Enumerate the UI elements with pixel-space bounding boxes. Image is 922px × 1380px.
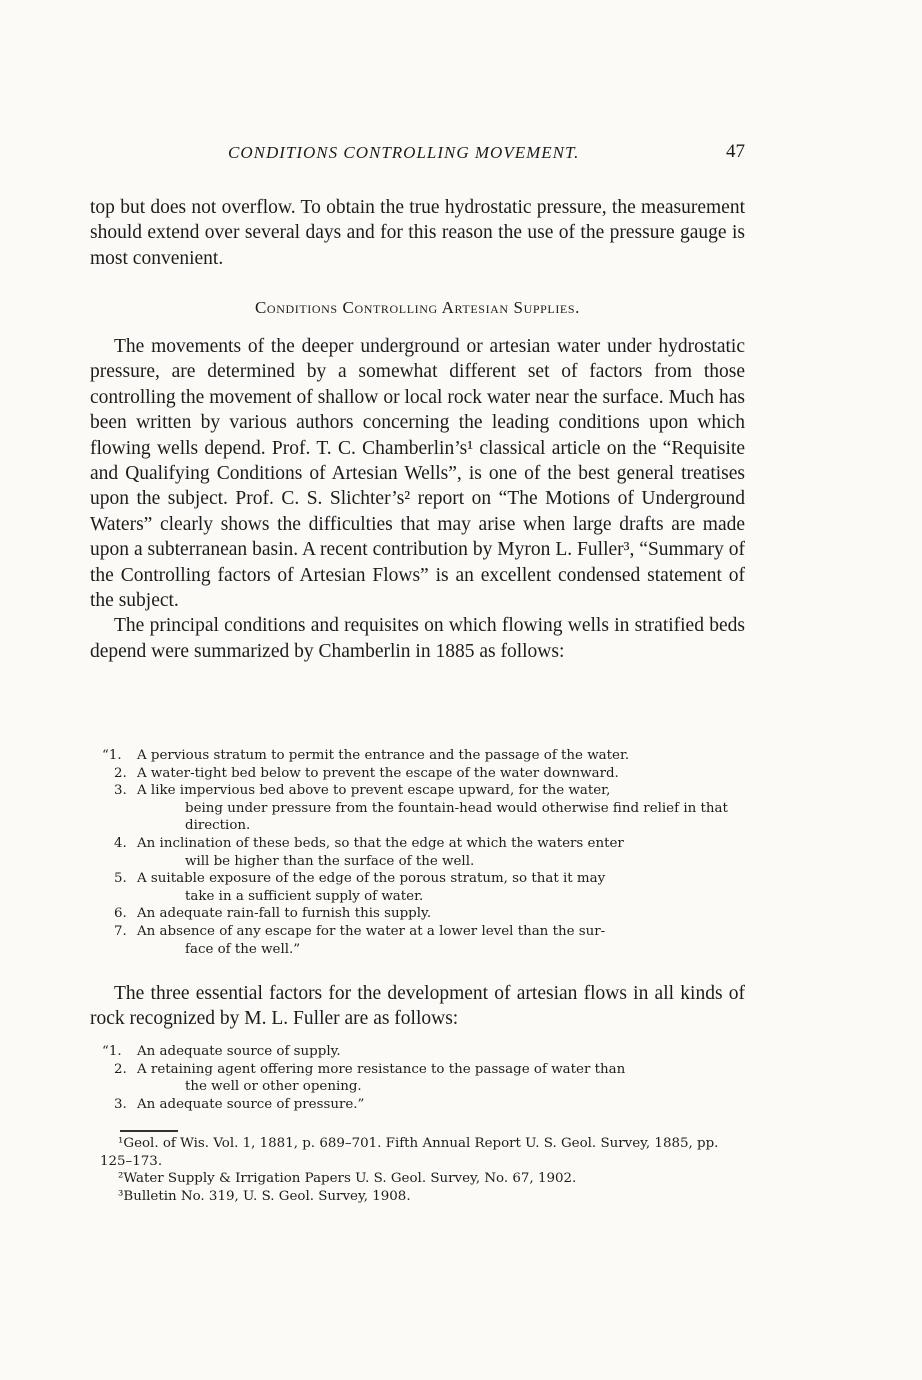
list-item-text: An absence of any escape for the water at a lower level than the sur- [137,923,606,939]
list-item [100,782,748,835]
list-item [100,765,748,783]
list-item-continuation: take in a sufficient supply of water. [185,888,424,904]
footnote-3: ³Bulletin No. 319, U. S. Geol. Survey, 1908. [118,1188,411,1204]
list-item-number: 2. [114,765,127,781]
fuller-intro: The three essential factors for the development of artesian flows in all kinds of rock recognized by M. L. Fuller are as follows: [90,983,745,1030]
list-item [100,1043,748,1061]
chamberlin-quote-list [100,747,748,958]
list-item-text: A water-tight bed below to prevent the escape of the water downward. [137,765,619,781]
fuller-intro-block [90,981,745,1032]
paragraph-chamberlin-intro: The principal conditions and requisites on which flowing wells in stratified beds depend were summarized by Chamberlin in 1885 as follows: [90,615,745,662]
list-item-text: An adequate source of supply. [137,1044,341,1059]
list-item-number: 3. [114,1096,127,1112]
list-item [100,1096,748,1114]
list-item-number: 3. [114,783,127,799]
list-item-number: “1. [102,748,122,763]
footnotes [100,1135,750,1205]
list-item-text: A like impervious bed above to prevent escape upward, for the water, [137,783,611,799]
list-item-number: 6. [114,906,127,922]
list-item [100,905,748,923]
list-item [100,923,748,958]
list-item [100,1061,748,1096]
list-item-text: An adequate rain-fall to furnish this supply. [137,906,432,922]
list-item-continuation: being under pressure from the fountain-head would otherwise find relief in that direction. [185,800,728,834]
opening-paragraph-block [90,195,745,271]
list-item-continuation: face of the well.” [185,941,301,957]
list-item-number: 5. [114,871,127,887]
footnote-1: ¹Geol. of Wis. Vol. 1, 1881, p. 689–701. Fifth Annual Report U. S. Geol. Survey, 1885, pp. 125–173. [100,1136,719,1169]
list-item-continuation: the well or other opening. [185,1079,362,1095]
list-item [100,747,748,765]
list-item-number: 2. [114,1061,127,1077]
list-item-number: “1. [102,1044,122,1059]
section-heading: Conditions Controlling Artesian Supplies. [254,298,580,317]
body-paragraphs [90,334,745,664]
footnote-rule [120,1130,178,1132]
page-number: 47 [726,141,745,162]
opening-paragraph: top but does not overflow. To obtain the true hydrostatic pressure, the measurement should extend over several days and for this reason the use of the pressure gauge is most convenient. [90,197,745,269]
list-item-text: An inclination of these beds, so that the edge at which the waters enter [137,835,624,851]
list-item-number: 7. [114,923,127,939]
list-item [100,835,748,870]
list-item-text: An adequate source of pressure.” [137,1096,365,1112]
list-item-continuation: will be higher than the surface of the well. [185,853,475,869]
footnote-2: ²Water Supply & Irrigation Papers U. S. Geol. Survey, No. 67, 1902. [118,1171,577,1187]
list-item-number: 4. [114,835,127,851]
list-item-text: A pervious stratum to permit the entrance and the passage of the water. [137,748,630,763]
running-title: CONDITIONS CONTROLLING MOVEMENT. [228,143,580,162]
list-item-text: A retaining agent offering more resistance to the passage of water than [137,1061,626,1077]
paragraph-artesian-movements: The movements of the deeper underground or artesian water under hydrostatic pressure, are determined by a somewhat different set of factors from those controlling the movement of shallow or local rock water near the surface. Much has been written by various authors concerning the leading conditions upon which flowing wells depend. Prof. T. C. Chamberlin’s¹ classical article on the “Requisite and Qualifying Conditions of Artesian Wells”, is one of the best general treatises upon the subject. Prof. C. S. Slichter’s² report on “The Motions of Underground Waters” clearly shows the difficulties that may arise when large drafts are made upon a subterranean basin. A recent contribution by Myron L. Fuller³, “Summary of the Controlling factors of Artesian Flows” is an excellent condensed statement of the subject. [90,336,745,612]
list-item-text: A suitable exposure of the edge of the porous stratum, so that it may [137,871,606,887]
list-item [100,870,748,905]
fuller-quote-list [100,1043,748,1113]
